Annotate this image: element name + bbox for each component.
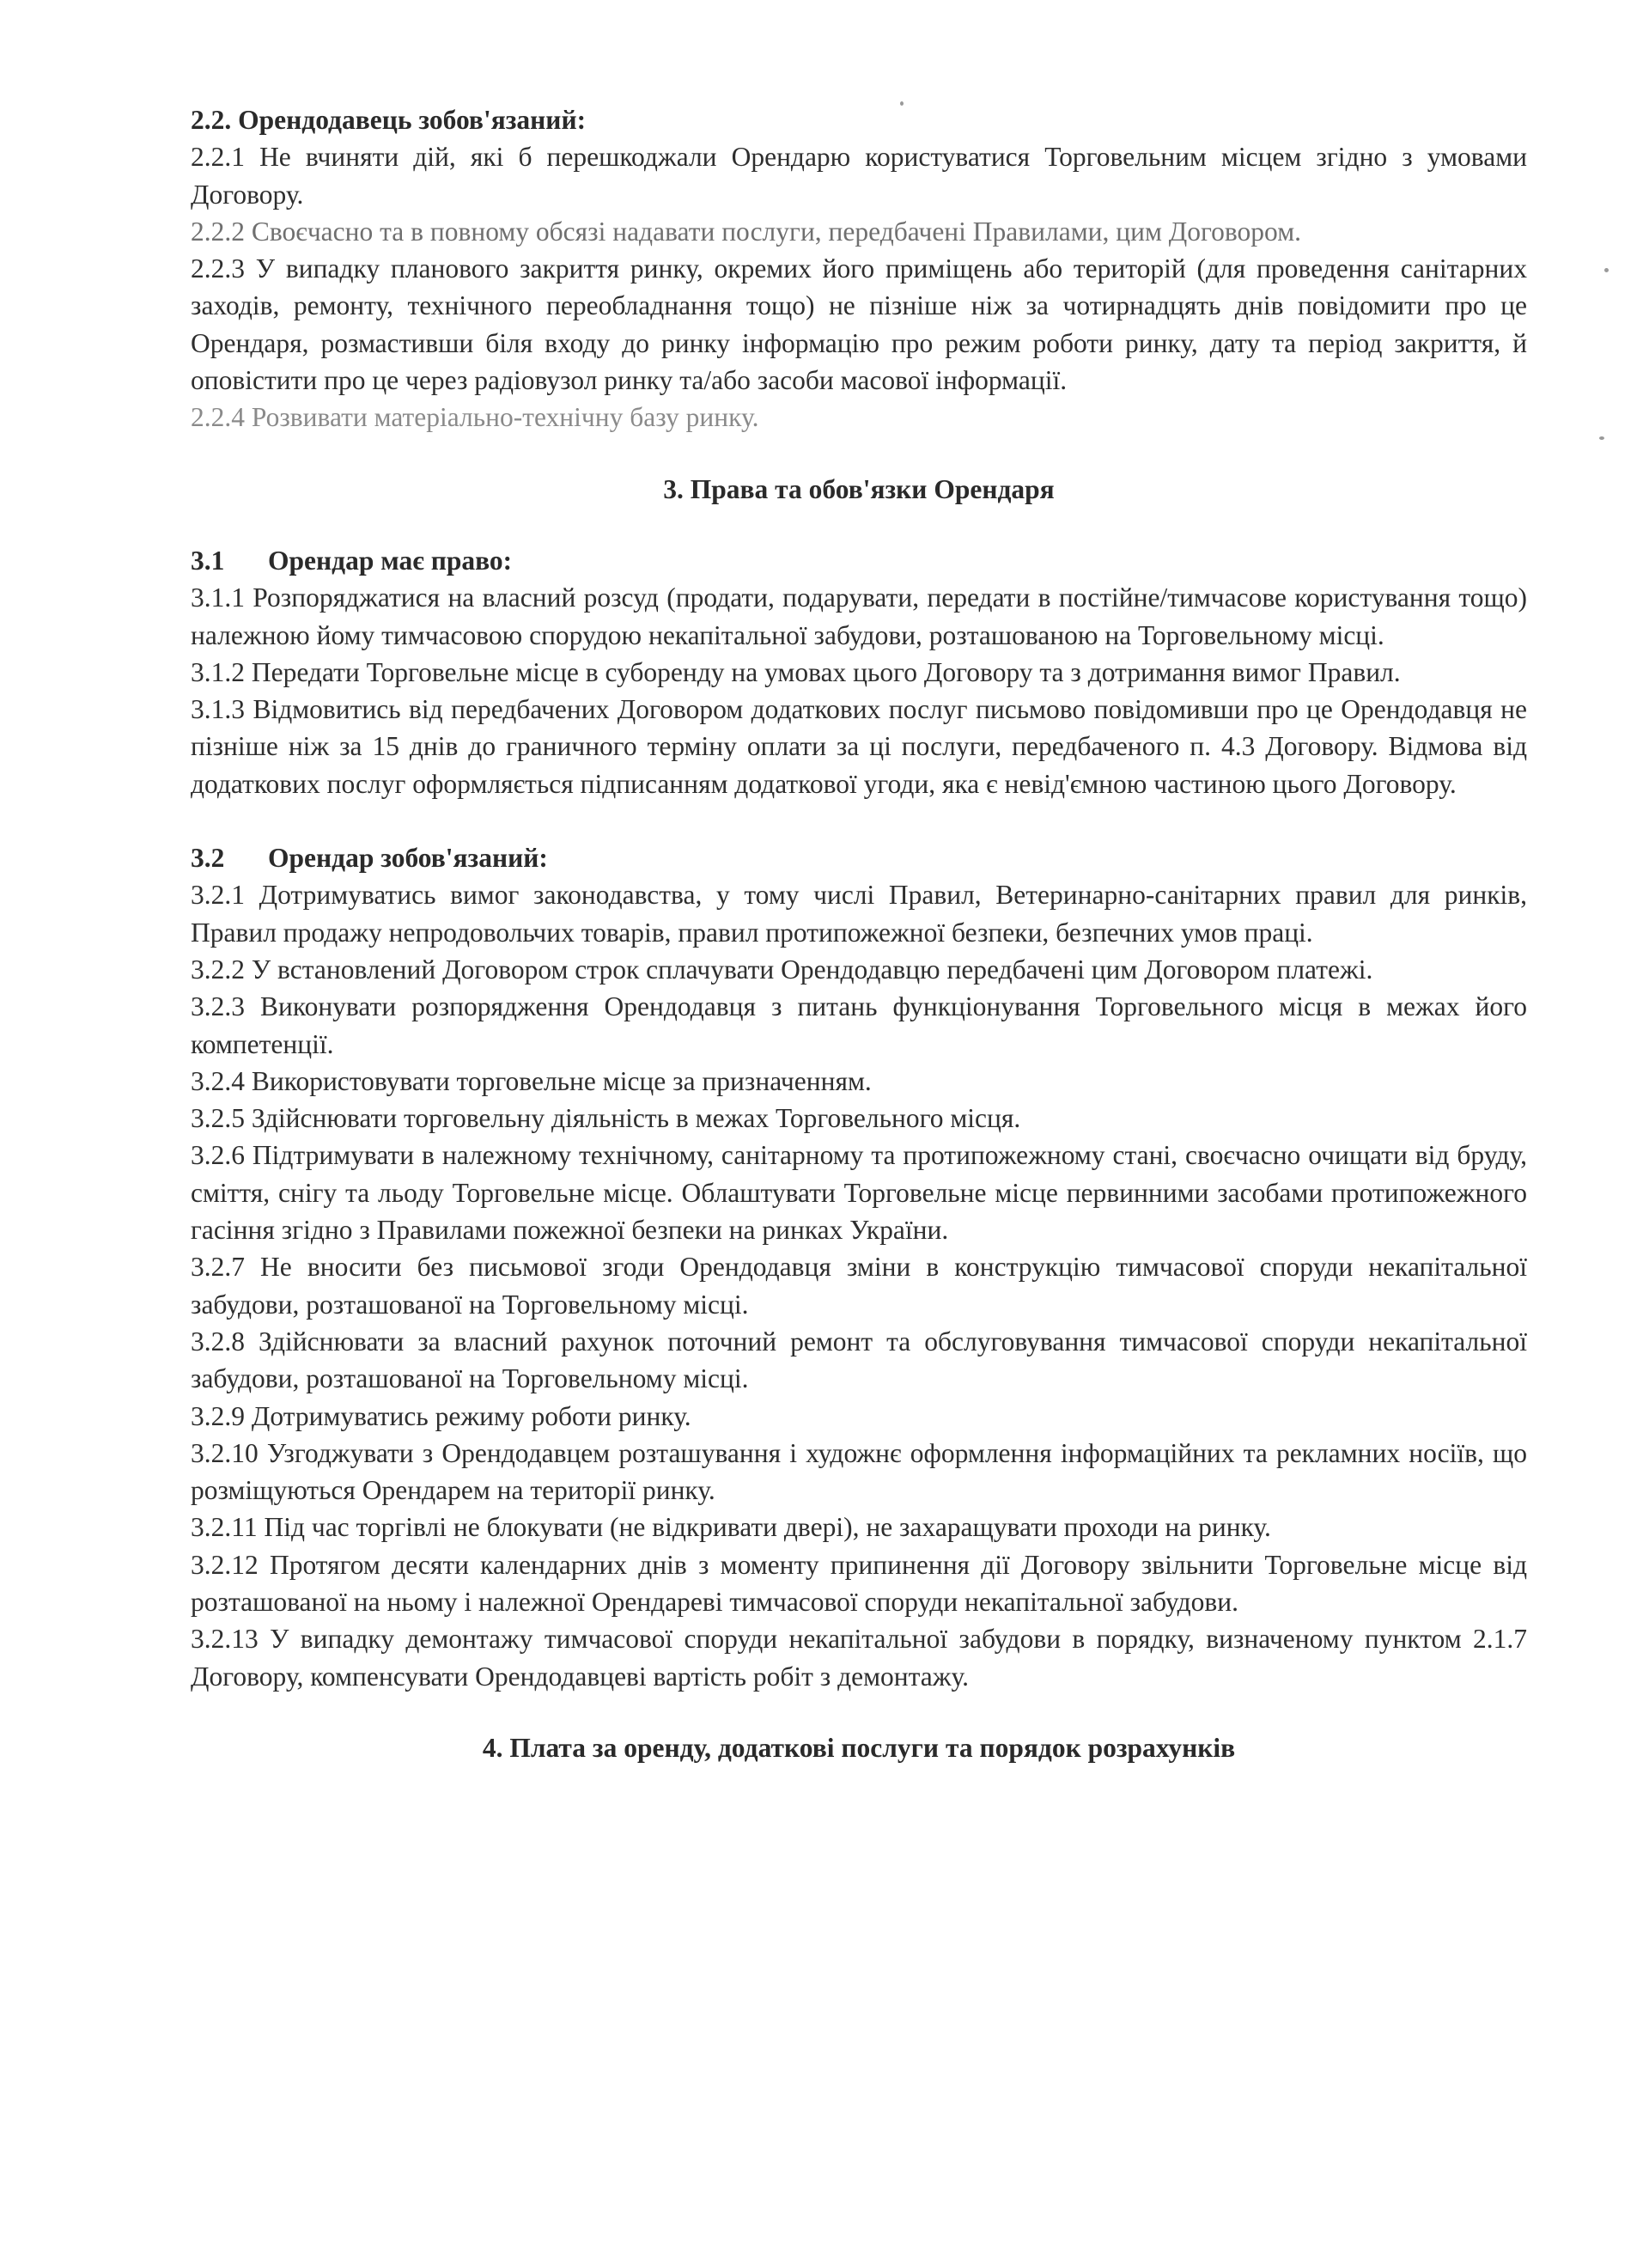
- section-3-2-number: 3.2: [191, 843, 225, 874]
- section-4-title: 4. Плата за оренду, додаткові послуги та порядок розрахунків: [482, 1732, 1236, 1763]
- clause-3-2-9: 3.2.9 Дотримуватись режиму роботи ринку.: [191, 1400, 691, 1431]
- clause-3-1-3: 3.1.3 Відмовитись від передбачених Договором додаткових послуг письмово повідомивши про це Орендодавця не пізніше ніж за 15 днів до граничного терміну оплати за ці послуги, передбаченого п. 4.3 Договору. Відмова від додаткових послуг оформляється підписанням додаткової угоди, яка є невід'ємною частиною цього Договору.: [191, 694, 1527, 799]
- scan-speck: [1604, 268, 1609, 272]
- spacer: [191, 802, 1527, 839]
- section-3-2: [191, 839, 1527, 1695]
- section-3-1-label: Орендар має право:: [268, 545, 513, 576]
- clause-3-2-1: 3.2.1 Дотримуватись вимог законодавства, у тому числі Правил, Ветеринарно-санітарних правил для ринків, Правил продажу непродовольчих товарів, правил протипожежної безпеки, безпечних умов праці.: [191, 880, 1527, 948]
- section-3-2-label: Орендар зобов'язаний:: [268, 843, 548, 874]
- clause-3-2-13: 3.2.13 У випадку демонтажу тимчасової споруди некапітальної забудови в порядку, визначеному пунктом 2.1.7 Договору, компенсувати Орендодавцеві вартість робіт з демонтажу.: [191, 1624, 1527, 1692]
- document-page: [191, 101, 1527, 1766]
- clause-2-2-4: 2.2.4 Розвивати матеріально-технічну базу ринку.: [191, 402, 759, 433]
- section-3-title: 3. Права та обов'язки Орендаря: [663, 473, 1055, 504]
- clause-2-2-1: 2.2.1 Не вчиняти дій, які б перешкоджали Орендарю користуватися Торговельним місцем згідно з умовами Договору.: [191, 142, 1527, 210]
- clause-3-2-4: 3.2.4 Використовувати торговельне місце за призначенням.: [191, 1065, 872, 1096]
- clause-2-2-3: 2.2.3 У випадку планового закриття ринку, окремих його приміщень або територій (для проведення санітарних заходів, ремонту, технічного переобладнання тощо) не пізніше ніж за чотирнадцять днів повідомити про це Орендаря, розмастивши біля входу до ринку інформацію про режим роботи ринку, дату та період закриття, й оповістити про це через радіовузол ринку та/або засоби масової інформації.: [191, 253, 1527, 396]
- clause-3-1-2: 3.1.2 Передати Торговельне місце в суборенду на умовах цього Договору та з дотримання вимог Правил.: [191, 656, 1401, 687]
- section-2-2-heading: 2.2. Орендодавець зобов'язаний:: [191, 105, 587, 135]
- spacer: [191, 508, 1527, 542]
- spacer: [191, 1695, 1527, 1729]
- clause-2-2-2: 2.2.2 Своєчасно та в повному обсязі надавати послуги, передбачені Правилами, цим Договором.: [191, 216, 1302, 247]
- clause-3-1-1: 3.1.1 Розпоряджатися на власний розсуд (продати, подарувати, передати в постійне/тимчасове користування тощо) належною йому тимчасовою спорудою некапітальної забудови, розташованою на Торговельному місці.: [191, 582, 1527, 650]
- section-3-2-heading: [191, 839, 1527, 876]
- clause-3-2-7: 3.2.7 Не вносити без письмової згоди Орендодавця зміни в конструкцію тимчасової споруди некапітальної забудови, розташованої на Торговельному місці.: [191, 1252, 1527, 1320]
- scan-speck: [900, 101, 904, 106]
- clause-3-2-3: 3.2.3 Виконувати розпорядження Орендодавця з питань функціонування Торговельного місця в межах його компетенції.: [191, 991, 1527, 1059]
- clause-3-2-10: 3.2.10 Узгоджувати з Орендодавцем розташування і художнє оформлення інформаційних та рекламних носіїв, що розміщуються Орендарем на території ринку.: [191, 1437, 1527, 1506]
- section-2-2: [191, 101, 1527, 436]
- scan-speck: [1599, 436, 1604, 440]
- section-3-1-number: 3.1: [191, 545, 225, 576]
- clause-3-2-8: 3.2.8 Здійснювати за власний рахунок поточний ремонт та обслуговування тимчасової споруди некапітальної забудови, розташованої на Торговельному місці.: [191, 1326, 1527, 1394]
- clause-3-2-5: 3.2.5 Здійснювати торговельну діяльність в межах Торговельного місця.: [191, 1103, 1021, 1134]
- clause-3-2-11: 3.2.11 Під час торгівлі не блокувати (не відкривати двері), не захаращувати проходи на ринку.: [191, 1512, 1271, 1543]
- spacer: [191, 436, 1527, 471]
- section-3-1-heading: [191, 542, 1527, 579]
- section-3-1: [191, 542, 1527, 802]
- clause-3-2-12: 3.2.12 Протягом десяти календарних днів з моменту припинення дії Договору звільнити Торговельне місце від розташованої на ньому і належної Орендареві тимчасової споруди некапітальної забудови.: [191, 1549, 1527, 1617]
- clause-3-2-6: 3.2.6 Підтримувати в належному технічному, санітарному та протипожежному стані, своєчасно очищати від бруду, сміття, снігу та льоду Торговельне місце. Облаштувати Торговельне місце первинними засобами протипожежного гасіння згідно з Правилами пожежної безпеки на ринках України.: [191, 1140, 1527, 1246]
- clause-3-2-2: 3.2.2 У встановлений Договором строк сплачувати Орендодавцю передбачені цим Договором платежі.: [191, 954, 1373, 985]
